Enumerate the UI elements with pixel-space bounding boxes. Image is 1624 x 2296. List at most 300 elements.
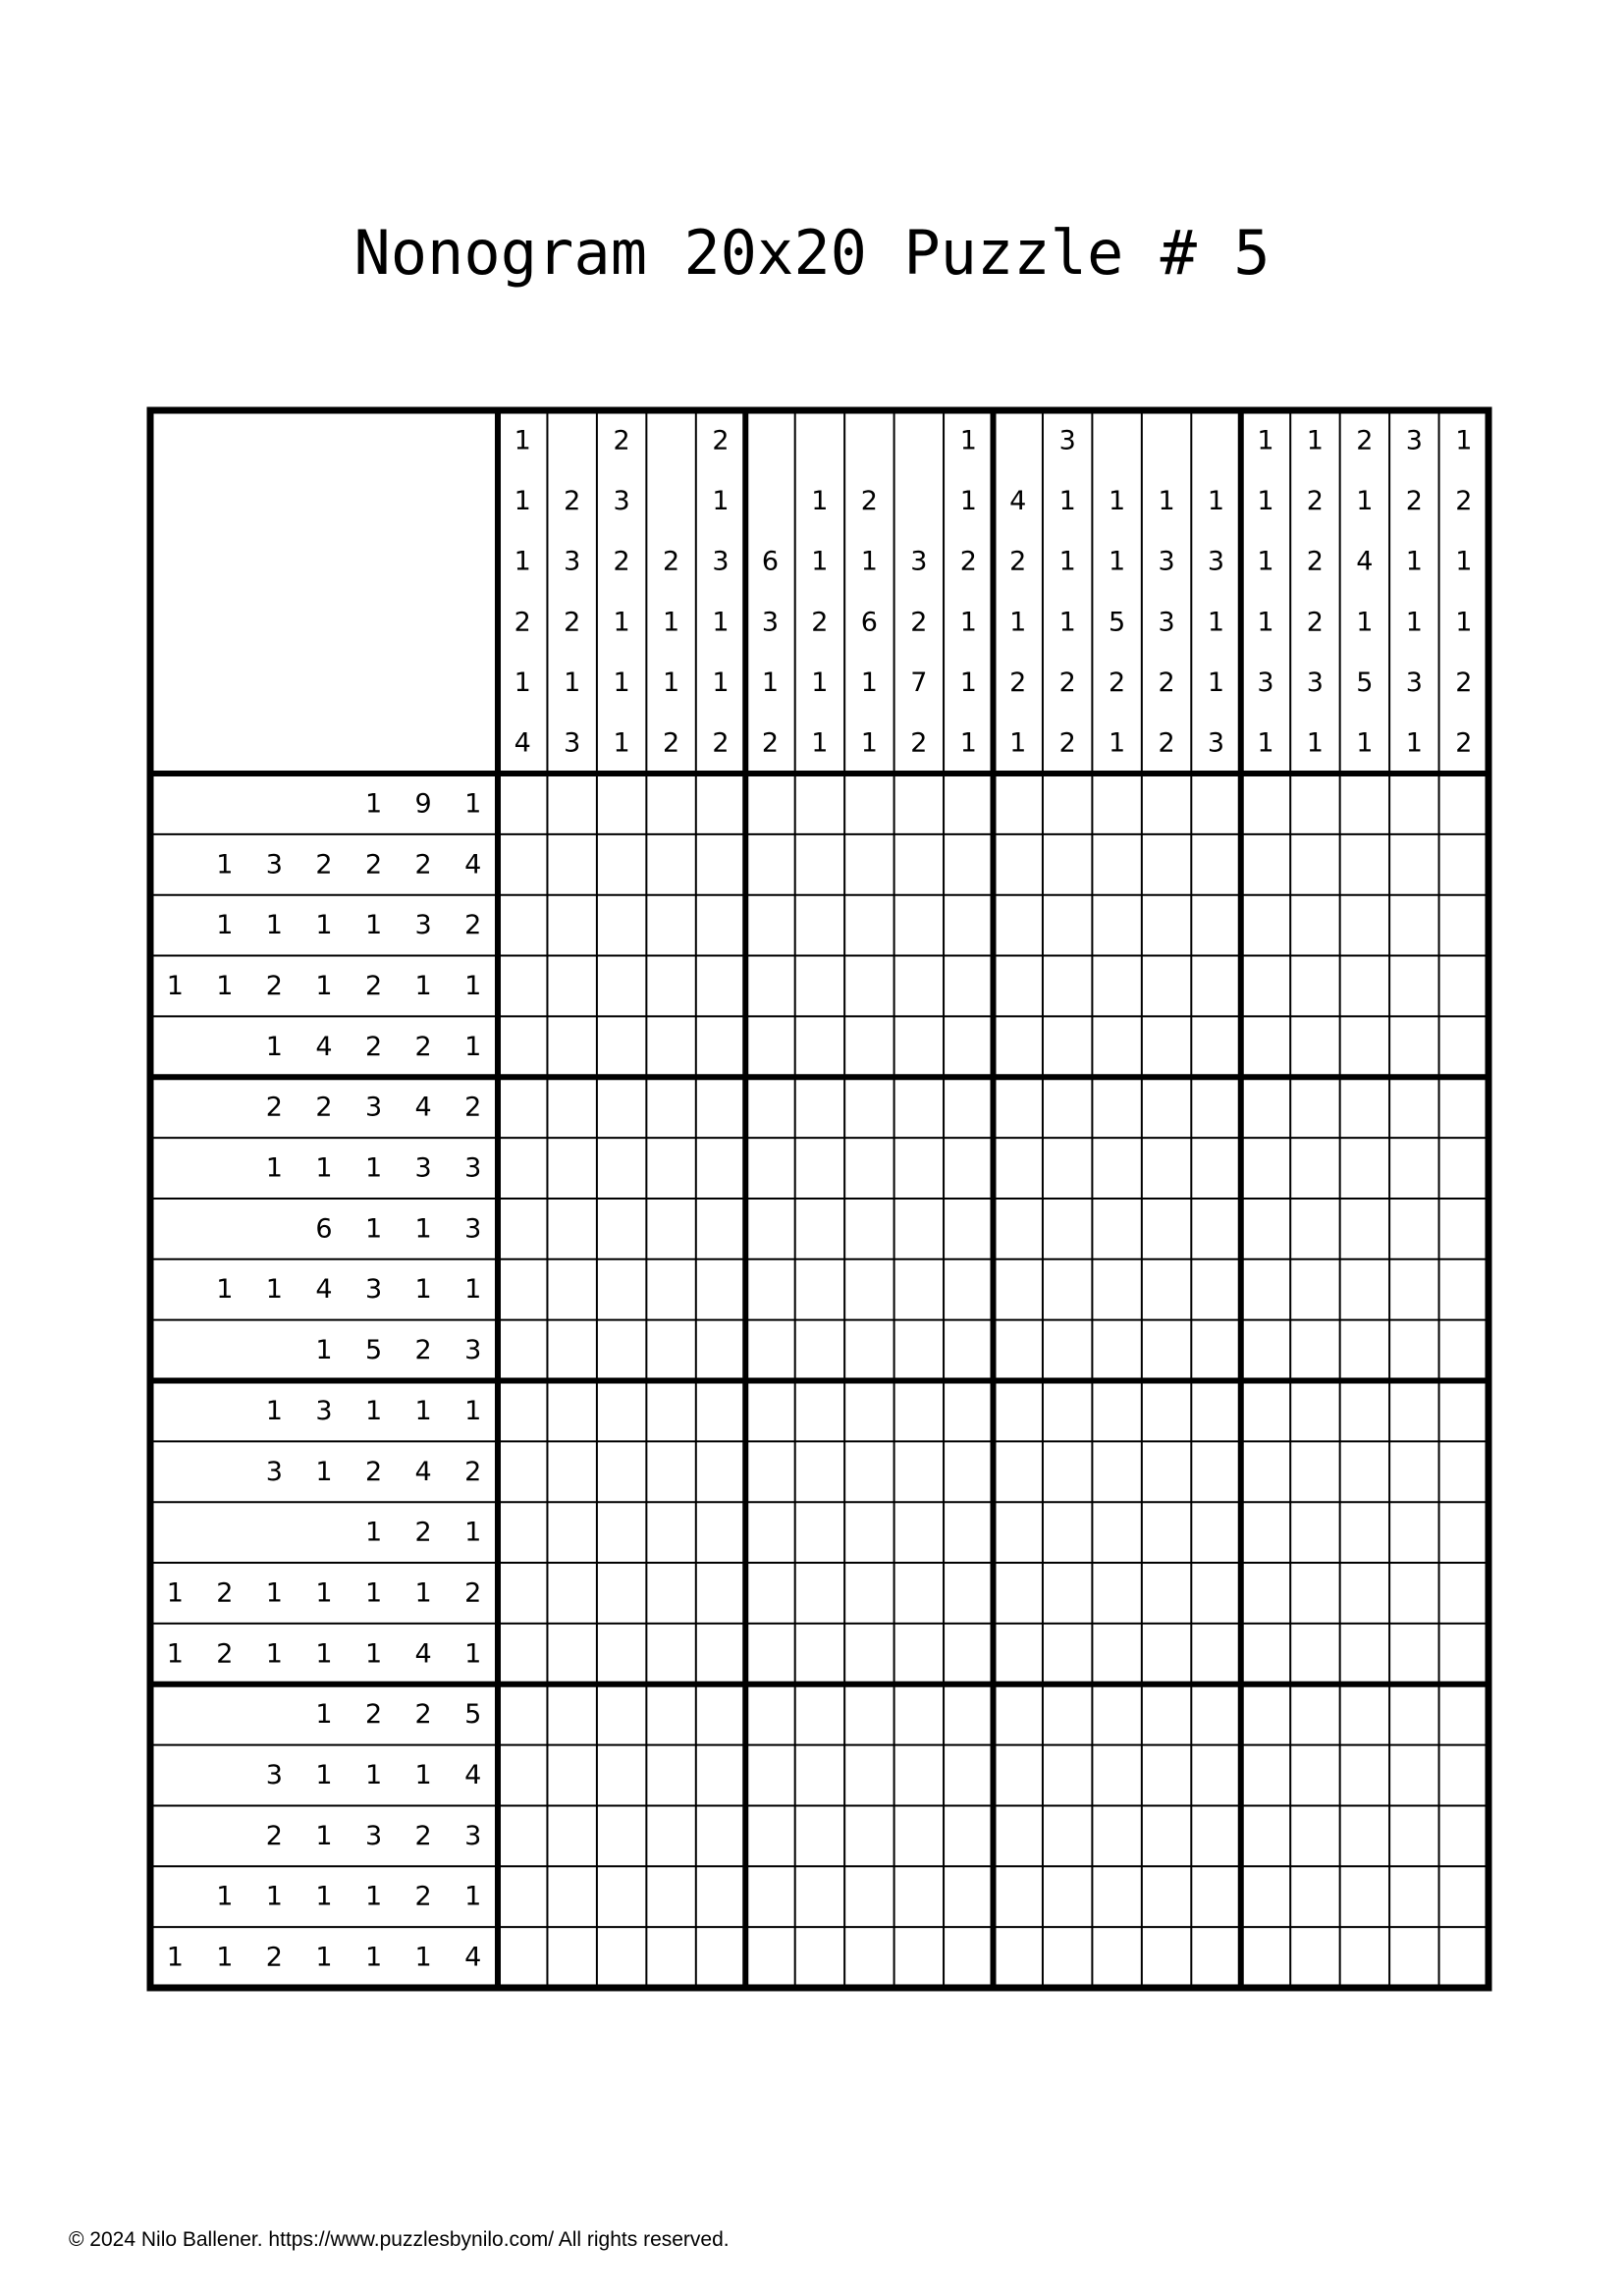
grid-cell[interactable] bbox=[1043, 774, 1092, 834]
grid-cell[interactable] bbox=[696, 1502, 745, 1563]
grid-cell[interactable] bbox=[1092, 1624, 1141, 1684]
grid-cell[interactable] bbox=[547, 834, 596, 895]
grid-cell[interactable] bbox=[1092, 1259, 1141, 1320]
grid-cell[interactable] bbox=[696, 1624, 745, 1684]
grid-cell[interactable] bbox=[1142, 1684, 1191, 1745]
grid-cell[interactable] bbox=[994, 1684, 1043, 1745]
grid-cell[interactable] bbox=[1290, 834, 1339, 895]
grid-cell[interactable] bbox=[1241, 1866, 1290, 1927]
grid-cell[interactable] bbox=[1092, 1199, 1141, 1259]
grid-cell[interactable] bbox=[745, 895, 794, 956]
grid-cell[interactable] bbox=[745, 1745, 794, 1806]
grid-cell[interactable] bbox=[1191, 1381, 1240, 1442]
grid-cell[interactable] bbox=[646, 834, 695, 895]
grid-cell[interactable] bbox=[795, 1745, 844, 1806]
grid-cell[interactable] bbox=[696, 1320, 745, 1381]
grid-cell[interactable] bbox=[844, 1866, 893, 1927]
grid-cell[interactable] bbox=[498, 956, 547, 1017]
grid-cell[interactable] bbox=[696, 1927, 745, 1988]
grid-cell[interactable] bbox=[944, 1866, 993, 1927]
grid-cell[interactable] bbox=[894, 1502, 944, 1563]
grid-cell[interactable] bbox=[1191, 834, 1240, 895]
grid-cell[interactable] bbox=[646, 956, 695, 1017]
grid-cell[interactable] bbox=[597, 1805, 646, 1866]
grid-cell[interactable] bbox=[1142, 1320, 1191, 1381]
grid-cell[interactable] bbox=[795, 774, 844, 834]
grid-cell[interactable] bbox=[944, 1805, 993, 1866]
grid-cell[interactable] bbox=[795, 1441, 844, 1502]
grid-cell[interactable] bbox=[1340, 1381, 1389, 1442]
grid-cell[interactable] bbox=[1092, 1320, 1141, 1381]
grid-cell[interactable] bbox=[1340, 1016, 1389, 1077]
grid-cell[interactable] bbox=[1241, 1745, 1290, 1806]
grid-cell[interactable] bbox=[1290, 774, 1339, 834]
grid-cell[interactable] bbox=[1290, 1077, 1339, 1138]
grid-cell[interactable] bbox=[795, 1320, 844, 1381]
grid-cell[interactable] bbox=[696, 1805, 745, 1866]
grid-cell[interactable] bbox=[1389, 1502, 1438, 1563]
grid-cell[interactable] bbox=[597, 1684, 646, 1745]
grid-cell[interactable] bbox=[547, 1805, 596, 1866]
grid-cell[interactable] bbox=[1389, 1563, 1438, 1624]
grid-cell[interactable] bbox=[1142, 1138, 1191, 1199]
grid-cell[interactable] bbox=[844, 774, 893, 834]
grid-cell[interactable] bbox=[597, 1745, 646, 1806]
grid-cell[interactable] bbox=[894, 1745, 944, 1806]
grid-cell[interactable] bbox=[994, 1381, 1043, 1442]
grid-cell[interactable] bbox=[745, 1441, 794, 1502]
grid-cell[interactable] bbox=[498, 1624, 547, 1684]
grid-cell[interactable] bbox=[1340, 834, 1389, 895]
grid-cell[interactable] bbox=[1241, 956, 1290, 1017]
grid-cell[interactable] bbox=[1439, 1381, 1489, 1442]
grid-cell[interactable] bbox=[1043, 1441, 1092, 1502]
grid-cell[interactable] bbox=[944, 1745, 993, 1806]
grid-cell[interactable] bbox=[1043, 1563, 1092, 1624]
grid-cell[interactable] bbox=[1241, 1624, 1290, 1684]
grid-cell[interactable] bbox=[1043, 1805, 1092, 1866]
grid-cell[interactable] bbox=[597, 1927, 646, 1988]
grid-cell[interactable] bbox=[1290, 1805, 1339, 1866]
grid-cell[interactable] bbox=[944, 1381, 993, 1442]
grid-cell[interactable] bbox=[498, 895, 547, 956]
grid-cell[interactable] bbox=[1389, 956, 1438, 1017]
grid-cell[interactable] bbox=[1043, 1077, 1092, 1138]
grid-cell[interactable] bbox=[498, 1805, 547, 1866]
grid-cell[interactable] bbox=[994, 1866, 1043, 1927]
grid-cell[interactable] bbox=[894, 1320, 944, 1381]
grid-cell[interactable] bbox=[1191, 1563, 1240, 1624]
grid-cell[interactable] bbox=[844, 1745, 893, 1806]
grid-cell[interactable] bbox=[1290, 1745, 1339, 1806]
grid-cell[interactable] bbox=[646, 1502, 695, 1563]
grid-cell[interactable] bbox=[944, 956, 993, 1017]
grid-cell[interactable] bbox=[1290, 1381, 1339, 1442]
grid-cell[interactable] bbox=[745, 1138, 794, 1199]
grid-cell[interactable] bbox=[1340, 1320, 1389, 1381]
grid-cell[interactable] bbox=[696, 1441, 745, 1502]
grid-cell[interactable] bbox=[646, 1320, 695, 1381]
grid-cell[interactable] bbox=[547, 1684, 596, 1745]
grid-cell[interactable] bbox=[597, 1199, 646, 1259]
grid-cell[interactable] bbox=[1290, 1016, 1339, 1077]
grid-cell[interactable] bbox=[1389, 1138, 1438, 1199]
grid-cell[interactable] bbox=[1439, 956, 1489, 1017]
grid-cell[interactable] bbox=[1241, 1077, 1290, 1138]
grid-cell[interactable] bbox=[597, 1320, 646, 1381]
grid-cell[interactable] bbox=[1142, 1381, 1191, 1442]
grid-cell[interactable] bbox=[1389, 1441, 1438, 1502]
grid-cell[interactable] bbox=[547, 956, 596, 1017]
grid-cell[interactable] bbox=[844, 1563, 893, 1624]
grid-cell[interactable] bbox=[844, 834, 893, 895]
grid-cell[interactable] bbox=[1043, 1320, 1092, 1381]
grid-cell[interactable] bbox=[1389, 1805, 1438, 1866]
grid-cell[interactable] bbox=[1142, 1502, 1191, 1563]
grid-cell[interactable] bbox=[1092, 956, 1141, 1017]
grid-cell[interactable] bbox=[498, 1502, 547, 1563]
grid-cell[interactable] bbox=[1092, 1441, 1141, 1502]
grid-cell[interactable] bbox=[795, 1563, 844, 1624]
grid-cell[interactable] bbox=[994, 1320, 1043, 1381]
grid-cell[interactable] bbox=[696, 1199, 745, 1259]
grid-cell[interactable] bbox=[944, 1563, 993, 1624]
grid-cell[interactable] bbox=[745, 1563, 794, 1624]
grid-cell[interactable] bbox=[1092, 1563, 1141, 1624]
grid-cell[interactable] bbox=[1092, 895, 1141, 956]
grid-cell[interactable] bbox=[994, 956, 1043, 1017]
grid-cell[interactable] bbox=[944, 1624, 993, 1684]
grid-cell[interactable] bbox=[894, 834, 944, 895]
grid-cell[interactable] bbox=[1043, 1199, 1092, 1259]
grid-cell[interactable] bbox=[844, 956, 893, 1017]
grid-cell[interactable] bbox=[1241, 1502, 1290, 1563]
grid-cell[interactable] bbox=[1191, 1259, 1240, 1320]
grid-cell[interactable] bbox=[1241, 774, 1290, 834]
grid-cell[interactable] bbox=[547, 1624, 596, 1684]
grid-cell[interactable] bbox=[1043, 1684, 1092, 1745]
grid-cell[interactable] bbox=[1241, 1138, 1290, 1199]
grid-cell[interactable] bbox=[597, 1016, 646, 1077]
grid-cell[interactable] bbox=[547, 1441, 596, 1502]
grid-cell[interactable] bbox=[1439, 1320, 1489, 1381]
grid-cell[interactable] bbox=[844, 1805, 893, 1866]
grid-cell[interactable] bbox=[795, 1805, 844, 1866]
grid-cell[interactable] bbox=[1290, 1927, 1339, 1988]
grid-cell[interactable] bbox=[1439, 1927, 1489, 1988]
grid-cell[interactable] bbox=[498, 1745, 547, 1806]
grid-cell[interactable] bbox=[844, 1016, 893, 1077]
grid-cell[interactable] bbox=[646, 1563, 695, 1624]
grid-cell[interactable] bbox=[944, 1199, 993, 1259]
grid-cell[interactable] bbox=[1389, 1320, 1438, 1381]
grid-cell[interactable] bbox=[944, 1441, 993, 1502]
grid-cell[interactable] bbox=[1241, 1805, 1290, 1866]
grid-cell[interactable] bbox=[894, 1684, 944, 1745]
grid-cell[interactable] bbox=[894, 1381, 944, 1442]
grid-cell[interactable] bbox=[795, 895, 844, 956]
grid-cell[interactable] bbox=[844, 895, 893, 956]
grid-cell[interactable] bbox=[1043, 1745, 1092, 1806]
grid-cell[interactable] bbox=[894, 1077, 944, 1138]
grid-cell[interactable] bbox=[646, 1866, 695, 1927]
grid-cell[interactable] bbox=[1439, 1745, 1489, 1806]
grid-cell[interactable] bbox=[1241, 1016, 1290, 1077]
grid-cell[interactable] bbox=[795, 1684, 844, 1745]
grid-cell[interactable] bbox=[696, 895, 745, 956]
grid-cell[interactable] bbox=[547, 1502, 596, 1563]
grid-cell[interactable] bbox=[547, 895, 596, 956]
grid-cell[interactable] bbox=[498, 834, 547, 895]
grid-cell[interactable] bbox=[1092, 1927, 1141, 1988]
grid-cell[interactable] bbox=[1340, 1745, 1389, 1806]
grid-cell[interactable] bbox=[1191, 1320, 1240, 1381]
grid-cell[interactable] bbox=[944, 1684, 993, 1745]
grid-cell[interactable] bbox=[994, 1563, 1043, 1624]
grid-cell[interactable] bbox=[1191, 1805, 1240, 1866]
grid-cell[interactable] bbox=[1043, 1927, 1092, 1988]
grid-cell[interactable] bbox=[1389, 774, 1438, 834]
grid-cell[interactable] bbox=[1043, 1866, 1092, 1927]
grid-cell[interactable] bbox=[844, 1441, 893, 1502]
grid-cell[interactable] bbox=[1340, 1805, 1389, 1866]
grid-cell[interactable] bbox=[1092, 834, 1141, 895]
grid-cell[interactable] bbox=[696, 1745, 745, 1806]
grid-cell[interactable] bbox=[646, 1805, 695, 1866]
grid-cell[interactable] bbox=[547, 1016, 596, 1077]
grid-cell[interactable] bbox=[597, 1259, 646, 1320]
grid-cell[interactable] bbox=[944, 1320, 993, 1381]
grid-cell[interactable] bbox=[1290, 1320, 1339, 1381]
grid-cell[interactable] bbox=[1241, 1684, 1290, 1745]
grid-cell[interactable] bbox=[1389, 1199, 1438, 1259]
grid-cell[interactable] bbox=[1290, 956, 1339, 1017]
grid-cell[interactable] bbox=[1043, 1381, 1092, 1442]
grid-cell[interactable] bbox=[1191, 774, 1240, 834]
grid-cell[interactable] bbox=[1142, 1259, 1191, 1320]
grid-cell[interactable] bbox=[994, 1805, 1043, 1866]
grid-cell[interactable] bbox=[1290, 1199, 1339, 1259]
grid-cell[interactable] bbox=[1439, 1016, 1489, 1077]
grid-cell[interactable] bbox=[1241, 895, 1290, 956]
grid-cell[interactable] bbox=[1043, 1138, 1092, 1199]
grid-cell[interactable] bbox=[1439, 1624, 1489, 1684]
grid-cell[interactable] bbox=[1241, 1563, 1290, 1624]
grid-cell[interactable] bbox=[547, 1138, 596, 1199]
grid-cell[interactable] bbox=[1191, 1441, 1240, 1502]
grid-cell[interactable] bbox=[547, 1077, 596, 1138]
grid-cell[interactable] bbox=[944, 1016, 993, 1077]
grid-cell[interactable] bbox=[696, 1866, 745, 1927]
grid-cell[interactable] bbox=[597, 1138, 646, 1199]
grid-cell[interactable] bbox=[994, 1016, 1043, 1077]
grid-cell[interactable] bbox=[597, 1866, 646, 1927]
grid-cell[interactable] bbox=[1092, 1502, 1141, 1563]
grid-cell[interactable] bbox=[1191, 1684, 1240, 1745]
grid-cell[interactable] bbox=[1191, 1745, 1240, 1806]
grid-cell[interactable] bbox=[1389, 1016, 1438, 1077]
grid-cell[interactable] bbox=[745, 1381, 794, 1442]
grid-cell[interactable] bbox=[498, 1077, 547, 1138]
grid-cell[interactable] bbox=[1290, 1502, 1339, 1563]
grid-cell[interactable] bbox=[1092, 774, 1141, 834]
grid-cell[interactable] bbox=[894, 774, 944, 834]
grid-cell[interactable] bbox=[646, 1199, 695, 1259]
grid-cell[interactable] bbox=[646, 895, 695, 956]
grid-cell[interactable] bbox=[547, 1927, 596, 1988]
grid-cell[interactable] bbox=[844, 1077, 893, 1138]
grid-cell[interactable] bbox=[1290, 895, 1339, 956]
grid-cell[interactable] bbox=[597, 956, 646, 1017]
grid-cell[interactable] bbox=[1340, 1502, 1389, 1563]
grid-cell[interactable] bbox=[1191, 956, 1240, 1017]
grid-cell[interactable] bbox=[894, 956, 944, 1017]
grid-cell[interactable] bbox=[994, 1077, 1043, 1138]
grid-cell[interactable] bbox=[696, 1563, 745, 1624]
grid-cell[interactable] bbox=[745, 1927, 794, 1988]
grid-cell[interactable] bbox=[1340, 956, 1389, 1017]
grid-cell[interactable] bbox=[844, 1138, 893, 1199]
grid-cell[interactable] bbox=[1439, 1077, 1489, 1138]
grid-cell[interactable] bbox=[1439, 1138, 1489, 1199]
grid-cell[interactable] bbox=[1092, 1866, 1141, 1927]
grid-cell[interactable] bbox=[1340, 1138, 1389, 1199]
grid-cell[interactable] bbox=[1290, 1684, 1339, 1745]
grid-cell[interactable] bbox=[1241, 1441, 1290, 1502]
grid-cell[interactable] bbox=[597, 1077, 646, 1138]
grid-cell[interactable] bbox=[1241, 1927, 1290, 1988]
grid-cell[interactable] bbox=[795, 1502, 844, 1563]
grid-cell[interactable] bbox=[1092, 1684, 1141, 1745]
grid-cell[interactable] bbox=[894, 1805, 944, 1866]
grid-cell[interactable] bbox=[844, 1199, 893, 1259]
grid-cell[interactable] bbox=[1340, 1259, 1389, 1320]
grid-cell[interactable] bbox=[1092, 1077, 1141, 1138]
grid-cell[interactable] bbox=[696, 1016, 745, 1077]
grid-cell[interactable] bbox=[1142, 774, 1191, 834]
grid-cell[interactable] bbox=[1241, 1199, 1290, 1259]
grid-cell[interactable] bbox=[1389, 1866, 1438, 1927]
grid-cell[interactable] bbox=[1142, 1441, 1191, 1502]
grid-cell[interactable] bbox=[1142, 1563, 1191, 1624]
grid-cell[interactable] bbox=[894, 1138, 944, 1199]
grid-cell[interactable] bbox=[745, 1684, 794, 1745]
grid-cell[interactable] bbox=[1290, 1866, 1339, 1927]
grid-cell[interactable] bbox=[1142, 1016, 1191, 1077]
grid-cell[interactable] bbox=[1191, 1624, 1240, 1684]
grid-cell[interactable] bbox=[597, 774, 646, 834]
grid-cell[interactable] bbox=[646, 1016, 695, 1077]
grid-cell[interactable] bbox=[1142, 1927, 1191, 1988]
grid-cell[interactable] bbox=[1043, 895, 1092, 956]
grid-cell[interactable] bbox=[844, 1927, 893, 1988]
grid-cell[interactable] bbox=[1241, 1259, 1290, 1320]
grid-cell[interactable] bbox=[1389, 895, 1438, 956]
grid-cell[interactable] bbox=[944, 1138, 993, 1199]
grid-cell[interactable] bbox=[1142, 956, 1191, 1017]
grid-cell[interactable] bbox=[894, 1866, 944, 1927]
grid-cell[interactable] bbox=[1340, 1866, 1389, 1927]
grid-cell[interactable] bbox=[1043, 1259, 1092, 1320]
grid-cell[interactable] bbox=[646, 1259, 695, 1320]
grid-cell[interactable] bbox=[745, 1199, 794, 1259]
grid-cell[interactable] bbox=[1043, 956, 1092, 1017]
grid-cell[interactable] bbox=[1191, 1199, 1240, 1259]
grid-cell[interactable] bbox=[1340, 1077, 1389, 1138]
grid-cell[interactable] bbox=[1389, 1745, 1438, 1806]
grid-cell[interactable] bbox=[1191, 1502, 1240, 1563]
grid-cell[interactable] bbox=[994, 1441, 1043, 1502]
grid-cell[interactable] bbox=[745, 774, 794, 834]
grid-cell[interactable] bbox=[1191, 1866, 1240, 1927]
grid-cell[interactable] bbox=[547, 1199, 596, 1259]
grid-cell[interactable] bbox=[498, 1441, 547, 1502]
grid-cell[interactable] bbox=[646, 1927, 695, 1988]
grid-cell[interactable] bbox=[944, 1077, 993, 1138]
grid-cell[interactable] bbox=[894, 1259, 944, 1320]
grid-cell[interactable] bbox=[498, 1138, 547, 1199]
grid-cell[interactable] bbox=[1340, 1927, 1389, 1988]
grid-cell[interactable] bbox=[1142, 834, 1191, 895]
grid-cell[interactable] bbox=[1389, 1684, 1438, 1745]
grid-cell[interactable] bbox=[894, 1927, 944, 1988]
grid-cell[interactable] bbox=[1043, 1502, 1092, 1563]
grid-cell[interactable] bbox=[1439, 1502, 1489, 1563]
grid-cell[interactable] bbox=[795, 1381, 844, 1442]
grid-cell[interactable] bbox=[597, 1624, 646, 1684]
grid-cell[interactable] bbox=[1191, 1016, 1240, 1077]
grid-cell[interactable] bbox=[498, 1381, 547, 1442]
grid-cell[interactable] bbox=[795, 956, 844, 1017]
grid-cell[interactable] bbox=[696, 1684, 745, 1745]
grid-cell[interactable] bbox=[1439, 774, 1489, 834]
grid-cell[interactable] bbox=[1092, 1016, 1141, 1077]
grid-cell[interactable] bbox=[795, 1199, 844, 1259]
grid-cell[interactable] bbox=[1439, 1805, 1489, 1866]
grid-cell[interactable] bbox=[1340, 774, 1389, 834]
grid-cell[interactable] bbox=[795, 1866, 844, 1927]
grid-cell[interactable] bbox=[1142, 1866, 1191, 1927]
grid-cell[interactable] bbox=[547, 1745, 596, 1806]
grid-cell[interactable] bbox=[498, 1016, 547, 1077]
grid-cell[interactable] bbox=[1439, 1684, 1489, 1745]
grid-cell[interactable] bbox=[1241, 1320, 1290, 1381]
grid-cell[interactable] bbox=[1092, 1381, 1141, 1442]
grid-cell[interactable] bbox=[1439, 1441, 1489, 1502]
grid-cell[interactable] bbox=[894, 1016, 944, 1077]
grid-cell[interactable] bbox=[1340, 1199, 1389, 1259]
grid-cell[interactable] bbox=[745, 1805, 794, 1866]
grid-cell[interactable] bbox=[547, 1381, 596, 1442]
grid-cell[interactable] bbox=[994, 774, 1043, 834]
grid-cell[interactable] bbox=[1191, 1927, 1240, 1988]
grid-cell[interactable] bbox=[1389, 1927, 1438, 1988]
grid-cell[interactable] bbox=[646, 1441, 695, 1502]
grid-cell[interactable] bbox=[1389, 1077, 1438, 1138]
grid-cell[interactable] bbox=[1439, 895, 1489, 956]
grid-cell[interactable] bbox=[1043, 834, 1092, 895]
grid-cell[interactable] bbox=[1439, 1259, 1489, 1320]
grid-cell[interactable] bbox=[795, 834, 844, 895]
grid-cell[interactable] bbox=[1290, 1563, 1339, 1624]
grid-cell[interactable] bbox=[1290, 1441, 1339, 1502]
grid-cell[interactable] bbox=[894, 1563, 944, 1624]
grid-cell[interactable] bbox=[498, 774, 547, 834]
grid-cell[interactable] bbox=[795, 1077, 844, 1138]
grid-cell[interactable] bbox=[1340, 895, 1389, 956]
grid-cell[interactable] bbox=[944, 895, 993, 956]
grid-cell[interactable] bbox=[844, 1684, 893, 1745]
